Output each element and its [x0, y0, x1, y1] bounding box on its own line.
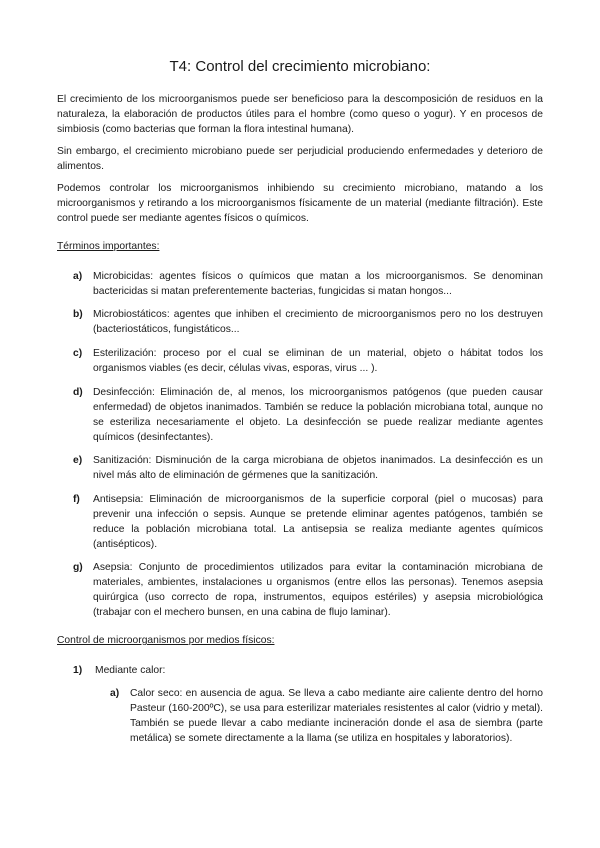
intro-paragraph-1: El crecimiento de los microorganismos puede ser beneficioso para la descomposición de residuos en la naturaleza, la elaboración de productos útiles para el hombre (como queso o yogur). Y en procesos de simbiosis (como bacterias que forman la flora intestinal humana). [57, 94, 543, 135]
term-marker: f) [73, 494, 80, 505]
document-title: T4: Control del crecimiento microbiano: [169, 58, 431, 75]
intro-paragraph-3: Podemos controlar los microorganismos inhibiendo su crecimiento microbiano, matando a los microorganismos y retirando a los microorganismos físicamente de un material (mediante filtración). Este control puede ser mediante agentes físicos o químicos. [57, 183, 543, 224]
term-item [73, 560, 543, 620]
term-marker: c) [73, 348, 83, 359]
term-marker: g) [73, 562, 83, 573]
term-text: Desinfección: Eliminación de, al menos, los microorganismos patógenos (que pueden causar enfermedad) de objetos inanimados. También se reduce la población microbiana total, aunque no se esteriliza necesariamente el objeto. La desinfección se puede realizar mediante agentes químicos (desinfectantes). [93, 387, 543, 443]
term-marker: e) [73, 455, 83, 466]
term-text: Antisepsia: Eliminación de microorganismos de la superficie corporal (piel o mucosas) para prevenir una infección o sepsis. Aunque se pretende eliminar agentes patógenos, también se reduce la población microbiana total. La antisepsia se realiza mediante agentes químicos (antisépticos). [93, 494, 543, 550]
heat-method-marker: a) [110, 688, 120, 699]
term-text: Sanitización: Disminución de la carga microbiana de objetos inanimados. La desinfección es un nivel más alto de eliminación de gérmenes que la sanitización. [93, 455, 543, 481]
terms-heading: Términos importantes: [57, 241, 160, 252]
term-item [73, 385, 543, 445]
physical-control-heading: Control de microorganismos por medios físicos: [57, 635, 275, 646]
term-marker: d) [73, 387, 83, 398]
heat-method-subitem [110, 686, 543, 746]
term-item [73, 492, 543, 552]
term-item [73, 346, 543, 376]
physical-method-marker: 1) [73, 665, 83, 676]
term-item [73, 269, 543, 299]
term-marker: b) [73, 309, 83, 320]
term-item [73, 307, 543, 337]
term-text: Esterilización: proceso por el cual se eliminan de un material, objeto o hábitat todos los organismos viables (es decir, células vivas, esporas, virus ... ). [93, 348, 543, 374]
physical-method-item [73, 663, 543, 678]
heat-method-text: Calor seco: en ausencia de agua. Se lleva a cabo mediante aire caliente dentro del horno Pasteur (160-200ºC), se usa para esterilizar materiales resistentes al calor (vidrio y metal). También se puede llevar a cabo mediante incineración donde el asa de siembra (parte metálica) se somete directamente a la llama (se utiliza en hospitales y laboratorios). [130, 688, 543, 744]
term-text: Microbicidas: agentes físicos o químicos que matan a los microorganismos. Se denominan bactericidas si matan preferentemente bacterias, fungicidas si matan hongos... [93, 271, 543, 297]
intro-paragraph-2: Sin embargo, el crecimiento microbiano puede ser perjudicial produciendo enfermedades y deterioro de alimentos. [57, 146, 543, 172]
term-item [73, 453, 543, 483]
term-marker: a) [73, 271, 83, 282]
term-text: Microbiostáticos: agentes que inhiben el crecimiento de microorganismos pero no los destruyen (bacteriostáticos, fungistáticos... [93, 309, 543, 335]
term-text: Asepsia: Conjunto de procedimientos utilizados para evitar la contaminación microbiana de materiales, ambientes, instalaciones u organismos (entre ellos las personas). Tenemos asepsia quirúrgica (uso correcto de ropa, instrumentos, equipos estériles) y asepsia microbiológica (trabajar con el mechero bunsen, en una cabina de flujo laminar). [93, 562, 543, 618]
physical-method-label: Mediante calor: [95, 665, 166, 676]
